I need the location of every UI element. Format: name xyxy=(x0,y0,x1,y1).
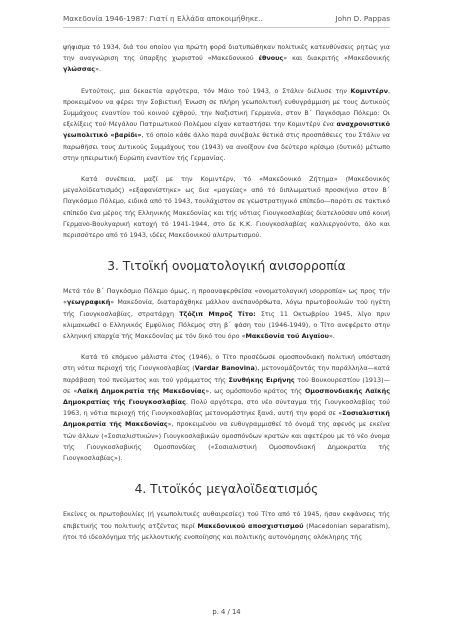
paragraph-5: Κατά τό επόμενο μάλιστα έτος (1946), ο Τίτο προσέδωσε ομοσπονδιακή πολιτική υπόσταση στη νότια περιοχή τής Γιουγκοσλαβίας (Vardar Banovina), μετονομάζοντάς την παράλληλα—κατά παράβαση τού πνεύματος και τού γράμματος τής Συνθήκης Ειρήνης τού Βουκουρεστίου (1913)—σε «Λαϊκή Δημοκρατία τής Μακεδονίας», ως ομόσπονδο κράτος τής Ομοσπονδιακής Λαϊκής Δημοκρατίας τής Γιουγκοσλαβίας. Πολύ αργότερα, στο νέο σύνταγμα τής Γιουγκοσλαβίας τού 1963, η νότια περιοχή τής Γιουγκοσλαβίας μετονομάστηκε ξανά, αυτή την φορά σε «Σοσιαλιστική Δημοκρατία τής Μακεδονίας», προκειμένου να ευθυγραμμισθεί τό όνομά της αφενός με εκείνα τών άλλων («Σοσιαλιστικών») Γιουγκοσλαβικών ομοσπόνδων κρατών και αφετέρου με τό νέο όνομα τής Γιουγκοσλαβικής Ομοσπονδίας («Σοσιαλιστική Ομοσπονδιακή Δημοκρατία τής Γιουγκοσλαβίας»). xyxy=(63,353,390,463)
page-header xyxy=(63,14,390,28)
header-author: John D. Pappas xyxy=(335,14,390,23)
section-heading-4: 4. Τιτοϊκός μεγαλοϊδεατισμός xyxy=(134,482,319,497)
paragraph-4: Μετά τόν Β΄ Παγκόσμιο Πόλεμο όμως, η προαναφερθείσα «ονοματολογική ισορροπία» ως προς τήν «γεωγραφική» Μακεδονία, διαταράχθηκε μάλλον ανεπανόρθωτα, λόγω πρωτοβουλιών τού ηγέτη τής Γιουγκοσλαβίας, στρατάρχη Τζόζιπ Μπροζ Τίτο: Στις 11 Οκτωβρίου 1945, λίγο πριν κλιμακωθεί ο Ελληνικός Εμφύλιος Πόλεμος στη β΄ φάση του (1946-1949), ο Τίτο ανεφέρετο στην ελληνική επαρχία τής Μακεδονίας με τόν δικό του όρο «Μακεδονία τού Αιγαίου». xyxy=(63,287,391,341)
paragraph-2: Εντούτοις, μια δεκαετία αργότερα, τόν Μάιο τού 1943, ο Στάλιν διέλυσε την Κομιντέρν, προκειμένου να φέρει την Σοβιετική Ένωση σε πλήρη γεωπολιτική ευθυγράμμιση με τους Δυτικούς Συμμάχους εναντίον τού κοινού εχθρού, την Ναζιστική Γερμανία, στον Β΄ Παγκόσμιο Πόλεμο: Οι εξελίξεις τού Μεγάλου Πατριωτικού Πολέμου είχαν καταστήσει την Κομιντέρν ένα αναχρονιστικό γεωπολιτικό «βαρίδι», τό οποίο κάθε άλλο παρά συνέβαλε θετικά στις προσπάθειες του Στάλιν να παρωθήσει τους Δυτικούς Συμμάχους του (1943) να ανοίξουν ένα δεύτερο κρίσιμο (δυτικό) μέτωπο στην ηπειρωτική Ευρώπη εναντίον τής Γερμανίας. xyxy=(63,86,390,162)
page-number: p. 4 / 14 xyxy=(212,608,241,616)
paragraph-3: Κατά συνέπεια, μαζί με την Κομιντέρν, τό «Μακεδονικό Ζήτημα» (Μακεδονικός μεγαλοϊδεατισμός) «εξαφανίστηκε» ως δια «μαγείας» από τό διπλωματικό προσκήνιο στον Β΄ Παγκόσμιο Πόλεμο, ειδικά από τό 1943, τουλάχιστον σε γεωστρατηγικό επίπεδο—παρότι σε τακτικό επίπεδο ένα μέρος τής Ελληνικής Μακεδονίας και τής νότιας Γιουγκοσλαβίας διατελούσαν υπό κοινή Γερμανο-Βουλγαρική κατοχή τό 1941-1944, στο δε Κ.Κ. Γιουγκοσλαβίας καλλιεργούντο, όλο και περισσότερο από τό 1943, ιδέες Μακεδονικού αλυτρωτισμού. xyxy=(63,175,390,240)
paragraph-1: ψήφισμα τό 1934, διά του οποίου για πρώτη φορά διατυπώθηκαν πολιτικές κατευθύνσεις ρητώς για την αναγνώριση της ύπαρξης χωριστού «Μακεδονικού έθνους» και διακριτής «Μακεδονικής γλώσσας». xyxy=(63,43,390,74)
page-body xyxy=(63,42,390,553)
paragraph-6: Εκείνες οι πρωτοβουλίες (ή γεωπολιτικές αυθαιρεσίες) τού Τίτο από τό 1945, ήσαν εκφάνσεις τής επιβετικής του πολιτικής ατζέντας περί Μακεδονικού αποσχιστισμού (Macedonian separatism), ήτοι τό ιδεολόγημα τής μελλοντικής ενοποίησης και πολιτικής αυτονόμησης ολόκληρης τής xyxy=(63,510,390,541)
section-heading-3: 3. Τιτοϊκή ονοματολογική ανισορροπία xyxy=(107,259,346,274)
header-title: Μακεδονία 1946-1987: Γιατί η Ελλάδα αποκοιμήθηκε.. xyxy=(63,14,263,23)
